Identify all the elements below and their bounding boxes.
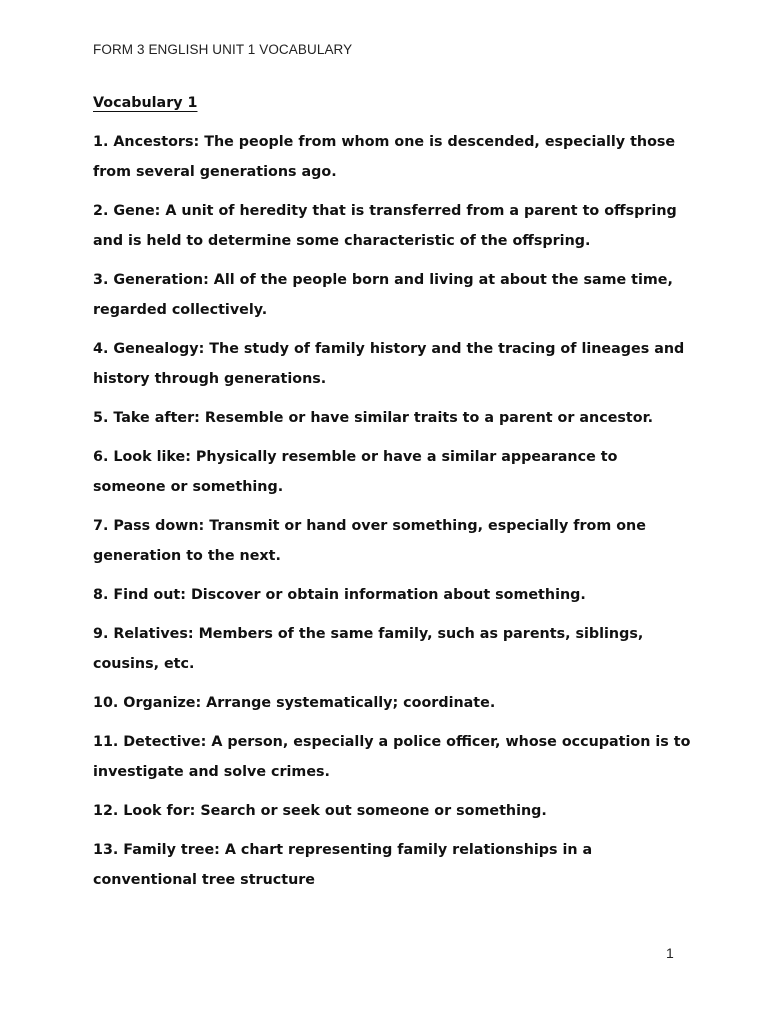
vocabulary-entry-5: 5. Take after: Resemble or have similar traits to a parent or ancestor. [93, 410, 654, 426]
vocabulary-entry-11: 11. Detective: A person, especially a police officer, whose occupation is to investigate and solve crimes. [93, 734, 691, 780]
vocabulary-entry-9: 9. Relatives: Members of the same family, such as parents, siblings, cousins, etc. [93, 626, 644, 672]
vocabulary-entry-7: 7. Pass down: Transmit or hand over something, especially from one generation to the next. [93, 518, 646, 564]
document-body [93, 88, 693, 904]
page-number: 1 [666, 945, 674, 961]
vocabulary-entry-1: 1. Ancestors: The people from whom one is descended, especially those from several generations ago. [93, 134, 676, 180]
vocabulary-entry-3: 3. Generation: All of the people born and living at about the same time, regarded collectively. [93, 272, 673, 318]
vocabulary-entry-6: 6. Look like: Physically resemble or have a similar appearance to someone or something. [93, 449, 618, 495]
vocabulary-entry-4: 4. Genealogy: The study of family history and the tracing of lineages and history through generations. [93, 341, 685, 387]
vocabulary-entry-8: 8. Find out: Discover or obtain information about something. [93, 587, 586, 603]
vocabulary-entry-2: 2. Gene: A unit of heredity that is transferred from a parent to offspring and is held to determine some characteristic of the offspring. [93, 203, 677, 249]
vocabulary-entry-10: 10. Organize: Arrange systematically; coordinate. [93, 695, 496, 711]
section-heading: Vocabulary 1 [93, 95, 198, 111]
vocabulary-entry-12: 12. Look for: Search or seek out someone or something. [93, 803, 547, 819]
vocabulary-entry-13: 13. Family tree: A chart representing family relationships in a conventional tree structure [93, 842, 593, 888]
page-header: FORM 3 ENGLISH UNIT 1 VOCABULARY [93, 42, 353, 57]
vocabulary-list [93, 127, 693, 895]
